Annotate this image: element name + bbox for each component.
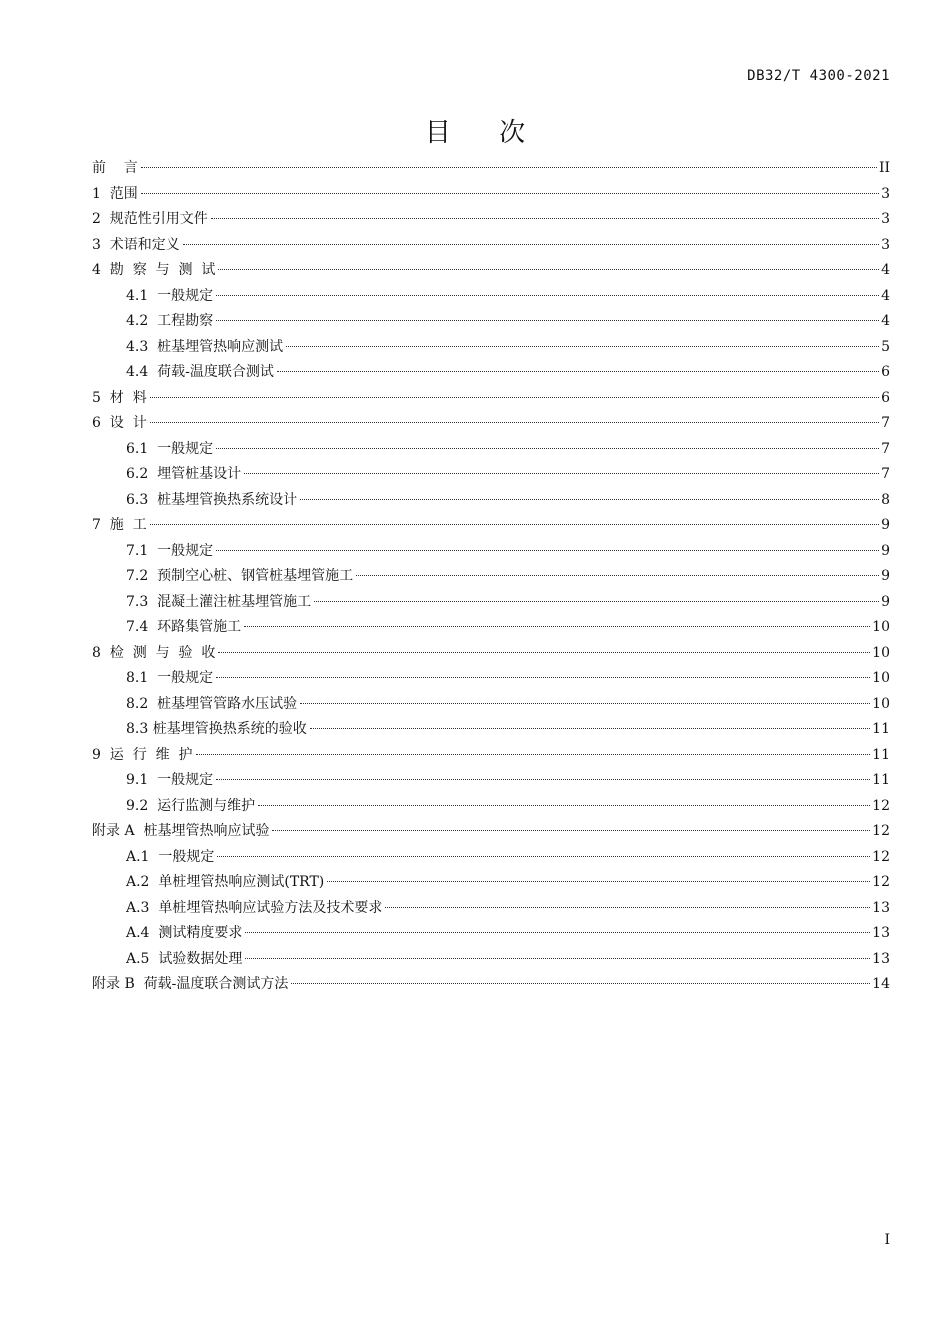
toc-entry-label: 3 术语和定义 <box>92 236 180 253</box>
toc-entry-page: 13 <box>872 925 890 941</box>
toc-entry-page: 9 <box>881 593 890 610</box>
toc-dot-leader <box>286 346 879 347</box>
toc-entry-label: 8.3 桩基埋管换热系统的验收 <box>126 721 307 737</box>
toc-dot-leader <box>258 805 870 806</box>
toc-entry-page: 7 <box>881 415 890 431</box>
toc-dot-leader <box>314 601 879 602</box>
toc-entry-label: 附录 A 桩基埋管热响应试验 <box>92 823 270 839</box>
toc-dot-leader <box>141 167 877 168</box>
toc-entry-page: 4 <box>881 313 890 329</box>
toc-dot-leader <box>150 422 879 423</box>
toc-entry-page: 3 <box>881 236 890 253</box>
toc-entry-label: 前 言 <box>92 160 138 176</box>
toc-dot-leader <box>245 932 870 933</box>
toc-entry[interactable] <box>92 513 890 539</box>
toc-entry-label: 附录 B 荷载-温度联合测试方法 <box>92 976 289 992</box>
toc-entry[interactable] <box>92 156 890 182</box>
toc-dot-leader <box>150 397 879 398</box>
toc-entry-page: 13 <box>872 899 890 916</box>
toc-entry-page: 10 <box>872 644 890 661</box>
toc-entry-page: 9 <box>881 568 890 584</box>
toc-dot-leader <box>327 881 870 882</box>
toc-entry[interactable] <box>92 462 890 488</box>
toc-entry[interactable] <box>92 488 890 514</box>
toc-dot-leader <box>218 269 879 270</box>
toc-entry-label: 8 检 测 与 验 收 <box>92 644 216 661</box>
toc-entry[interactable] <box>92 233 890 259</box>
toc-entry-label: 7.2 预制空心桩、钢管桩基埋管施工 <box>126 568 354 584</box>
page-number: I <box>884 1232 890 1248</box>
toc-entry[interactable] <box>92 411 890 437</box>
toc-entry[interactable] <box>92 207 890 233</box>
toc-dot-leader <box>216 320 879 321</box>
toc-entry-label: 4 勘 察 与 测 试 <box>92 262 216 278</box>
toc-dot-leader <box>244 626 870 627</box>
toc-entry-label: 7 施 工 <box>92 517 147 533</box>
toc-dot-leader <box>244 473 879 474</box>
toc-dot-leader <box>196 754 871 755</box>
toc-dot-leader <box>216 295 879 296</box>
toc-entry-page: 4 <box>881 287 890 304</box>
toc-entry-page: 10 <box>872 619 890 635</box>
toc-entry-page: II <box>878 160 890 176</box>
toc-entry[interactable] <box>92 819 890 845</box>
toc-dot-leader <box>245 958 870 959</box>
toc-entry-label: 9.2 运行监测与维护 <box>126 797 256 814</box>
table-of-contents <box>92 156 890 998</box>
toc-entry-page: 14 <box>872 976 890 992</box>
toc-entry-label: 4.2 工程勘察 <box>126 313 214 329</box>
document-code: DB32/T 4300-2021 <box>747 68 890 84</box>
toc-entry-label: A.5 试验数据处理 <box>126 950 243 967</box>
toc-dot-leader <box>218 652 870 653</box>
toc-entry-page: 7 <box>881 440 890 457</box>
toc-entry-page: 7 <box>881 466 890 482</box>
toc-entry-label: 9.1 一般规定 <box>126 772 214 788</box>
toc-entry-page: 6 <box>881 389 890 406</box>
toc-entry-page: 10 <box>872 670 890 686</box>
toc-entry-label: 7.1 一般规定 <box>126 542 214 559</box>
toc-entry-label: 6.1 一般规定 <box>126 440 214 457</box>
toc-entry-page: 12 <box>872 823 890 839</box>
toc-entry[interactable] <box>92 794 890 820</box>
toc-entry-page: 8 <box>881 491 890 508</box>
toc-entry[interactable] <box>92 692 890 718</box>
toc-entry-label: 6 设 计 <box>92 415 147 431</box>
toc-entry-label: 5 材 料 <box>92 389 147 406</box>
toc-entry-page: 6 <box>881 364 890 380</box>
page-title: 目 次 <box>424 118 546 148</box>
toc-dot-leader <box>183 244 879 245</box>
toc-dot-leader <box>310 728 870 729</box>
toc-entry[interactable] <box>92 947 890 973</box>
toc-entry-page: 12 <box>872 848 890 865</box>
toc-entry[interactable] <box>92 360 890 386</box>
toc-entry[interactable] <box>92 258 890 284</box>
toc-entry-page: 11 <box>872 721 890 737</box>
toc-entry[interactable] <box>92 896 890 922</box>
toc-entry-label: 7.4 环路集管施工 <box>126 619 242 635</box>
toc-entry-page: 11 <box>872 746 890 763</box>
toc-entry-label: 4.3 桩基埋管热响应测试 <box>126 338 284 355</box>
toc-entry[interactable] <box>92 335 890 361</box>
toc-entry[interactable] <box>92 972 890 998</box>
toc-entry[interactable] <box>92 870 890 896</box>
toc-entry-label: A.1 一般规定 <box>126 848 215 865</box>
toc-dot-leader <box>291 983 870 984</box>
toc-entry[interactable] <box>92 641 890 667</box>
toc-entry-page: 10 <box>872 695 890 712</box>
toc-entry-label: 2 规范性引用文件 <box>92 211 208 227</box>
toc-entry-page: 4 <box>881 262 890 278</box>
toc-dot-leader <box>300 499 879 500</box>
toc-entry[interactable] <box>92 284 890 310</box>
toc-entry-page: 5 <box>881 338 890 355</box>
toc-entry[interactable] <box>92 666 890 692</box>
toc-entry-label: 8.2 桩基埋管管路水压试验 <box>126 695 298 712</box>
toc-entry-page: 13 <box>872 950 890 967</box>
toc-dot-leader <box>385 907 870 908</box>
toc-entry[interactable] <box>92 590 890 616</box>
toc-dot-leader <box>300 703 870 704</box>
toc-entry[interactable] <box>92 539 890 565</box>
toc-entry[interactable] <box>92 182 890 208</box>
toc-dot-leader <box>356 575 879 576</box>
toc-dot-leader <box>216 550 879 551</box>
toc-entry[interactable] <box>92 743 890 769</box>
toc-entry-label: 9 运 行 维 护 <box>92 746 193 763</box>
toc-entry[interactable] <box>92 717 890 743</box>
toc-entry[interactable] <box>92 564 890 590</box>
toc-entry[interactable] <box>92 437 890 463</box>
toc-entry-label: 6.3 桩基埋管换热系统设计 <box>126 491 298 508</box>
toc-entry-label: 1 范围 <box>92 185 138 202</box>
toc-entry-label: 7.3 混凝土灌注桩基埋管施工 <box>126 593 312 610</box>
toc-entry[interactable] <box>92 386 890 412</box>
toc-dot-leader <box>211 218 879 219</box>
toc-entry[interactable] <box>92 768 890 794</box>
toc-entry-label: 4.1 一般规定 <box>126 287 214 304</box>
toc-dot-leader <box>150 524 879 525</box>
toc-entry-page: 9 <box>881 542 890 559</box>
toc-entry-page: 12 <box>872 874 890 890</box>
toc-entry-label: A.3 单桩埋管热响应试验方法及技术要求 <box>126 899 383 916</box>
toc-dot-leader <box>216 448 879 449</box>
toc-entry-page: 12 <box>872 797 890 814</box>
toc-dot-leader <box>141 193 879 194</box>
toc-dot-leader <box>217 856 870 857</box>
toc-entry-label: 4.4 荷载-温度联合测试 <box>126 364 274 380</box>
toc-entry-page: 11 <box>872 772 890 788</box>
toc-dot-leader <box>272 830 870 831</box>
toc-entry-page: 9 <box>881 517 890 533</box>
toc-entry[interactable] <box>92 845 890 871</box>
toc-entry[interactable] <box>92 309 890 335</box>
toc-entry-label: 6.2 埋管桩基设计 <box>126 466 242 482</box>
toc-dot-leader <box>216 779 870 780</box>
toc-entry-label: A.2 单桩埋管热响应测试(TRT) <box>126 874 325 890</box>
toc-entry[interactable] <box>92 615 890 641</box>
toc-dot-leader <box>216 677 870 678</box>
toc-entry[interactable] <box>92 921 890 947</box>
toc-entry-label: A.4 测试精度要求 <box>126 925 243 941</box>
toc-entry-page: 3 <box>881 211 890 227</box>
toc-entry-label: 8.1 一般规定 <box>126 670 214 686</box>
toc-entry-page: 3 <box>881 185 890 202</box>
toc-dot-leader <box>277 371 879 372</box>
